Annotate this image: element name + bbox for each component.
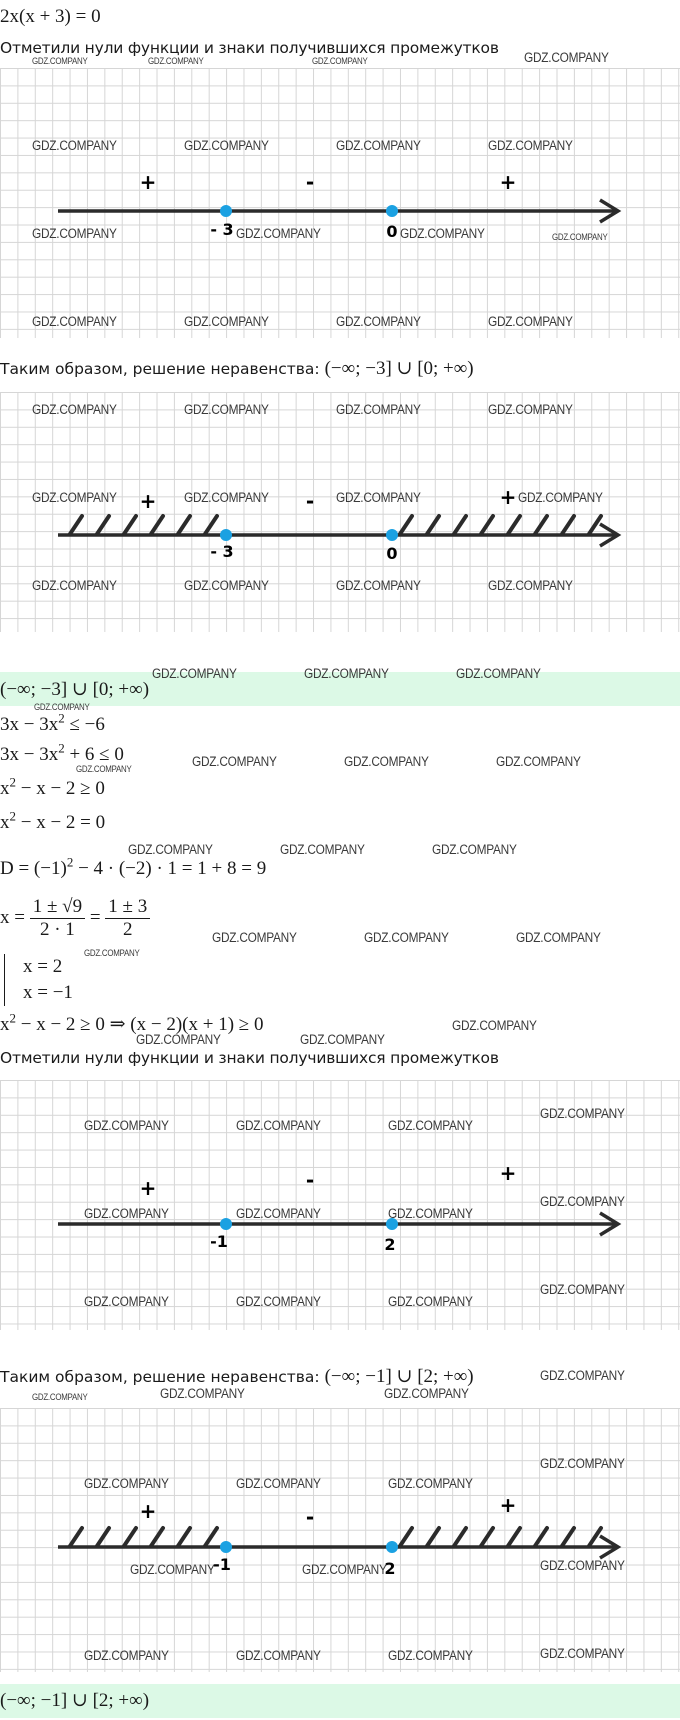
sign-right: + (499, 170, 517, 194)
watermark: GDZ.COMPANY (388, 1206, 473, 1221)
label-left: - 3 (210, 542, 234, 561)
label-left: - 3 (210, 220, 234, 239)
watermark: GDZ.COMPANY (84, 948, 140, 958)
watermark: GDZ.COMPANY (236, 1476, 321, 1491)
watermark: GDZ.COMPANY (496, 754, 581, 769)
solution-1-prefix: Таким образом, решение неравенства: (0, 360, 320, 378)
watermark: GDZ.COMPANY (540, 1646, 625, 1661)
label-left: -1 (210, 1232, 228, 1251)
hatch-left (70, 1528, 217, 1546)
number-line-2 (0, 392, 680, 632)
watermark: GDZ.COMPANY (336, 490, 421, 505)
watermark: GDZ.COMPANY (160, 1386, 245, 1401)
solution-1 (0, 358, 474, 380)
watermark: GDZ.COMPANY (400, 226, 485, 241)
watermark: GDZ.COMPANY (32, 1392, 88, 1402)
zero-point-right (386, 205, 398, 217)
watermark: GDZ.COMPANY (148, 56, 204, 66)
watermark: GDZ.COMPANY (236, 226, 321, 241)
watermark: GDZ.COMPANY (488, 578, 573, 593)
watermark: GDZ.COMPANY (540, 1368, 625, 1383)
watermark: GDZ.COMPANY (236, 1206, 321, 1221)
label-left: -1 (213, 1555, 231, 1574)
watermark: GDZ.COMPANY (136, 1032, 221, 1047)
hatch-right (400, 516, 601, 534)
watermark: GDZ.COMPANY (518, 490, 603, 505)
watermark: GDZ.COMPANY (540, 1558, 625, 1573)
watermark: GDZ.COMPANY (540, 1194, 625, 1209)
watermark: GDZ.COMPANY (280, 842, 365, 857)
watermark: GDZ.COMPANY (540, 1282, 625, 1297)
watermark: GDZ.COMPANY (302, 1562, 387, 1577)
root-1: x = 2 (23, 956, 63, 977)
watermark: GDZ.COMPANY (32, 490, 117, 505)
solution-1-math: (−∞; −3] ∪ [0; +∞) (324, 358, 474, 379)
watermark: GDZ.COMPANY (184, 578, 269, 593)
watermark: GDZ.COMPANY (432, 842, 517, 857)
label-right: 2 (384, 1559, 396, 1578)
watermark: GDZ.COMPANY (84, 1206, 169, 1221)
watermark: GDZ.COMPANY (304, 666, 389, 681)
watermark: GDZ.COMPANY (184, 138, 269, 153)
watermark: GDZ.COMPANY (388, 1648, 473, 1663)
caption-1: Отметили нули функции и знаки получившихся промежутков (0, 39, 499, 57)
watermark: GDZ.COMPANY (364, 930, 449, 945)
watermark: GDZ.COMPANY (336, 402, 421, 417)
step-4: $x^2 - x - 2 = 0$ (0, 808, 106, 833)
watermark: GDZ.COMPANY (212, 930, 297, 945)
solution-2-math: (−∞; −1] ∪ [2; +∞) (324, 1366, 474, 1387)
answer-1: (−∞; −3] ∪ [0; +∞) (0, 679, 150, 700)
sign-right: + (499, 1161, 517, 1185)
step-6: $x^2 - x - 2 \ge 0$ ⇒ (x − 2)(x + 1) ≥ 0 (0, 1010, 264, 1035)
watermark: GDZ.COMPANY (388, 1118, 473, 1133)
watermark: GDZ.COMPANY (32, 56, 88, 66)
roots-formula: x = $\frac{1 \pm √9}{2 \cdot 1}$ = $\frac{1 \pm 3}{2}$ (0, 896, 150, 941)
watermark: GDZ.COMPANY (336, 314, 421, 329)
zero-point-left (220, 1541, 232, 1553)
zero-point-left (220, 205, 232, 217)
label-right: 0 (386, 222, 398, 241)
watermark: GDZ.COMPANY (388, 1294, 473, 1309)
watermark: GDZ.COMPANY (32, 138, 117, 153)
hatch-right (400, 1528, 601, 1546)
number-line-1 (0, 68, 680, 338)
watermark: GDZ.COMPANY (84, 1294, 169, 1309)
watermark: GDZ.COMPANY (540, 1106, 625, 1121)
number-line-4-svg (0, 1408, 680, 1672)
sign-left: + (139, 170, 157, 194)
watermark: GDZ.COMPANY (312, 56, 368, 66)
sign-right: + (499, 485, 517, 509)
watermark: GDZ.COMPANY (84, 1648, 169, 1663)
sign-mid: - (305, 489, 315, 513)
watermark: GDZ.COMPANY (488, 138, 573, 153)
zero-point-right (386, 1541, 398, 1553)
watermark: GDZ.COMPANY (236, 1118, 321, 1133)
step-1: $3x - 3x^2 \le -6$ (0, 710, 105, 735)
watermark: GDZ.COMPANY (236, 1648, 321, 1663)
watermark: GDZ.COMPANY (236, 1294, 321, 1309)
watermark: GDZ.COMPANY (184, 314, 269, 329)
watermark: GDZ.COMPANY (32, 402, 117, 417)
watermark: GDZ.COMPANY (184, 402, 269, 417)
number-line-2-svg (0, 392, 680, 632)
watermark: GDZ.COMPANY (76, 764, 132, 774)
watermark: GDZ.COMPANY (128, 842, 213, 857)
roots-system (4, 954, 73, 1006)
watermark: GDZ.COMPANY (32, 226, 117, 241)
watermark: GDZ.COMPANY (184, 490, 269, 505)
sign-mid: - (305, 170, 315, 194)
watermark: GDZ.COMPANY (524, 50, 609, 65)
sign-left: + (139, 489, 157, 513)
discriminant: $D = (-1)^2 - 4 \cdot (-2) \cdot 1 = 1 + 8 = 9$ (0, 854, 267, 879)
watermark: GDZ.COMPANY (84, 1118, 169, 1133)
zero-point-left (220, 529, 232, 541)
caption-2: Отметили нули функции и знаки получившихся промежутков (0, 1049, 499, 1067)
answer-2: (−∞; −1] ∪ [2; +∞) (0, 1690, 150, 1711)
watermark: GDZ.COMPANY (488, 402, 573, 417)
watermark: GDZ.COMPANY (344, 754, 429, 769)
watermark: GDZ.COMPANY (34, 702, 90, 712)
sign-left: + (139, 1499, 157, 1523)
step-2: $3x - 3x^2 + 6 \le 0$ (0, 740, 124, 765)
step-3: $x^2 - x - 2 \ge 0$ (0, 774, 105, 799)
solution-2-prefix: Таким образом, решение неравенства: (0, 1368, 320, 1386)
watermark: GDZ.COMPANY (152, 666, 237, 681)
sign-left: + (139, 1176, 157, 1200)
watermark: GDZ.COMPANY (192, 754, 277, 769)
hatch-left (70, 516, 217, 534)
number-line-4 (0, 1408, 680, 1672)
watermark: GDZ.COMPANY (552, 232, 608, 242)
watermark: GDZ.COMPANY (300, 1032, 385, 1047)
solution-2 (0, 1366, 474, 1388)
label-right: 0 (386, 544, 398, 563)
zero-point-left (220, 1218, 232, 1230)
watermark: GDZ.COMPANY (456, 666, 541, 681)
root-2: x = −1 (23, 982, 73, 1003)
watermark: GDZ.COMPANY (336, 138, 421, 153)
watermark: GDZ.COMPANY (336, 578, 421, 593)
label-right: 2 (384, 1235, 396, 1254)
watermark: GDZ.COMPANY (540, 1456, 625, 1471)
zero-point-right (386, 529, 398, 541)
watermark: GDZ.COMPANY (32, 314, 117, 329)
watermark: GDZ.COMPANY (388, 1476, 473, 1491)
watermark: GDZ.COMPANY (488, 314, 573, 329)
watermark: GDZ.COMPANY (384, 1386, 469, 1401)
sign-mid: - (305, 1505, 315, 1529)
equation-1: 2x(x + 3) = 0 (0, 6, 101, 27)
sign-right: + (499, 1493, 517, 1517)
watermark: GDZ.COMPANY (84, 1476, 169, 1491)
number-line-1-svg (0, 68, 680, 338)
sign-mid: - (305, 1168, 315, 1192)
watermark: GDZ.COMPANY (130, 1562, 215, 1577)
answer-2-box (0, 1684, 680, 1718)
watermark: GDZ.COMPANY (32, 578, 117, 593)
watermark: GDZ.COMPANY (452, 1018, 537, 1033)
watermark: GDZ.COMPANY (516, 930, 601, 945)
